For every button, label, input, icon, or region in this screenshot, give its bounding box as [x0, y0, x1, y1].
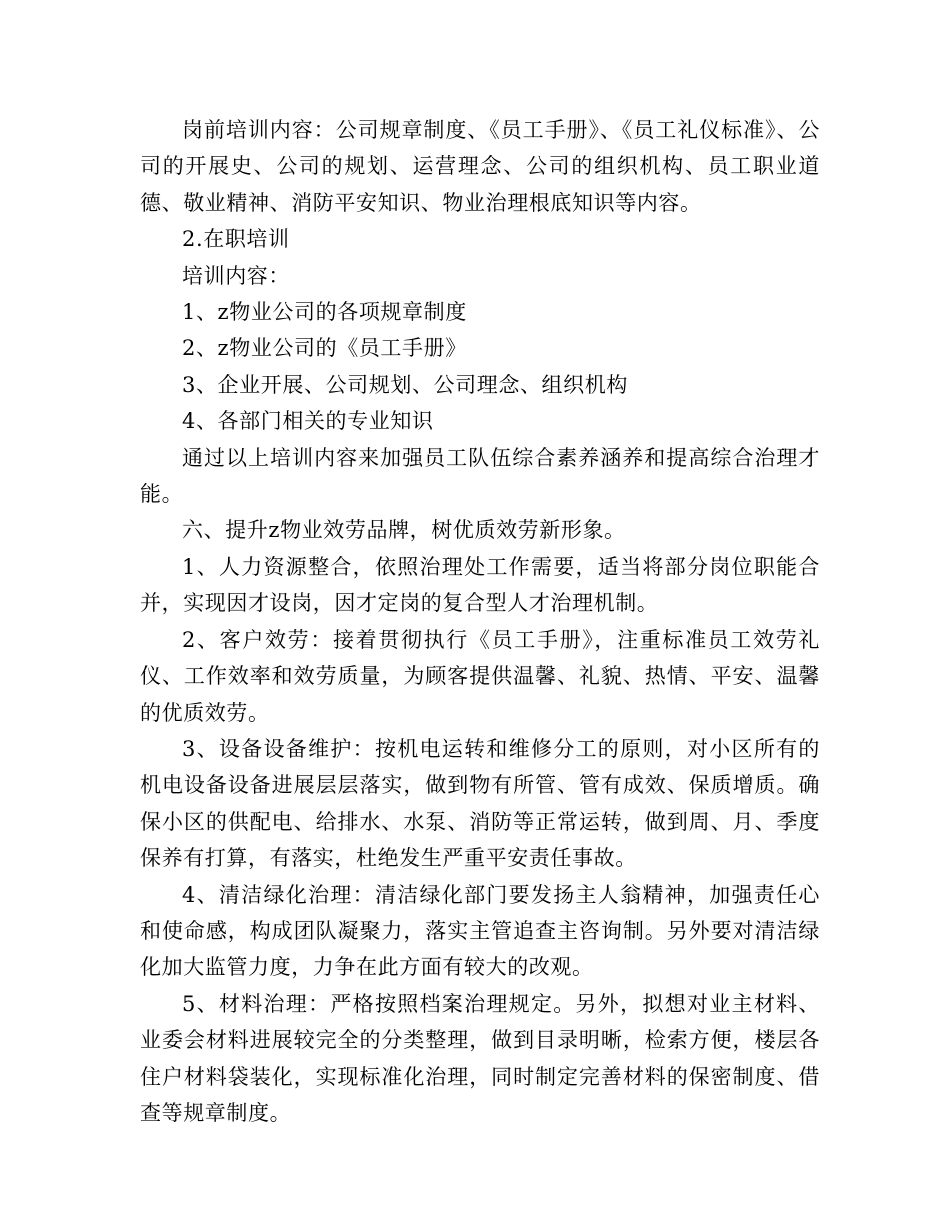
list-item-professional: 4、各部门相关的专业知识: [182, 409, 434, 434]
paragraph-hr-integration: 1、人力资源整合，依照治理处工作需要，适当将部分岗位职能合并，实现因才设岗，因才定岗的复合型人才治理机制。: [140, 554, 820, 616]
paragraph-materials-management: 5、材料治理：严格按照档案治理规定。另外，拟想对业主材料、业委会材料进展较完全的分类整理，做到目录明晰，检索方便，楼层各住户材料袋装化，实现标准化治理，同时制定完善材料的保密制度、借查等规章制度。: [140, 991, 820, 1125]
list-item-rules: 1、z物业公司的各项规章制度: [182, 300, 467, 325]
paragraph-training-summary: 通过以上培训内容来加强员工队伍综合素养涵养和提高综合治理才能。: [140, 445, 820, 507]
paragraph-cleaning-greening: 4、清洁绿化治理：清洁绿化部门要发扬主人翁精神，加强责任心和使命感，构成团队凝聚力，落实主管追查主咨询制。另外要对清洁绿化加大监管力度，力争在此方面有较大的改观。: [140, 882, 820, 980]
label-training-content: 培训内容：: [182, 263, 290, 288]
document-page: [140, 112, 820, 1131]
heading-on-job-training: 2.在职培训: [182, 227, 290, 252]
paragraph-customer-service: 2、客户效劳：接着贯彻执行《员工手册》，注重标准员工效劳礼仪、工作效率和效劳质量，为顾客提供温馨、礼貌、热情、平安、温馨的优质效劳。: [140, 627, 820, 725]
list-item-handbook: 2、z物业公司的《员工手册》: [182, 336, 467, 361]
list-item-enterprise: 3、企业开展、公司规划、公司理念、组织机构: [182, 372, 628, 397]
paragraph-pre-job-training: 岗前培训内容：公司规章制度、《员工手册》、《员工礼仪标准》、公司的开展史、公司的规划、运营理念、公司的组织机构、员工职业道德、敬业精神、消防平安知识、物业治理根底知识等内容。: [140, 118, 820, 215]
paragraph-equipment-maintenance: 3、设备设备维护：按机电运转和维修分工的原则，对小区所有的机电设备设备进展层层落实，做到物有所管、管有成效、保质增质。确保小区的供配电、给排水、水泵、消防等正常运转，做到周、月、季度保养有打算，有落实，杜绝发生严重平安责任事故。: [140, 736, 820, 871]
heading-section-six: 六、提升z物业效劳品牌，树优质效劳新形象。: [182, 518, 626, 543]
